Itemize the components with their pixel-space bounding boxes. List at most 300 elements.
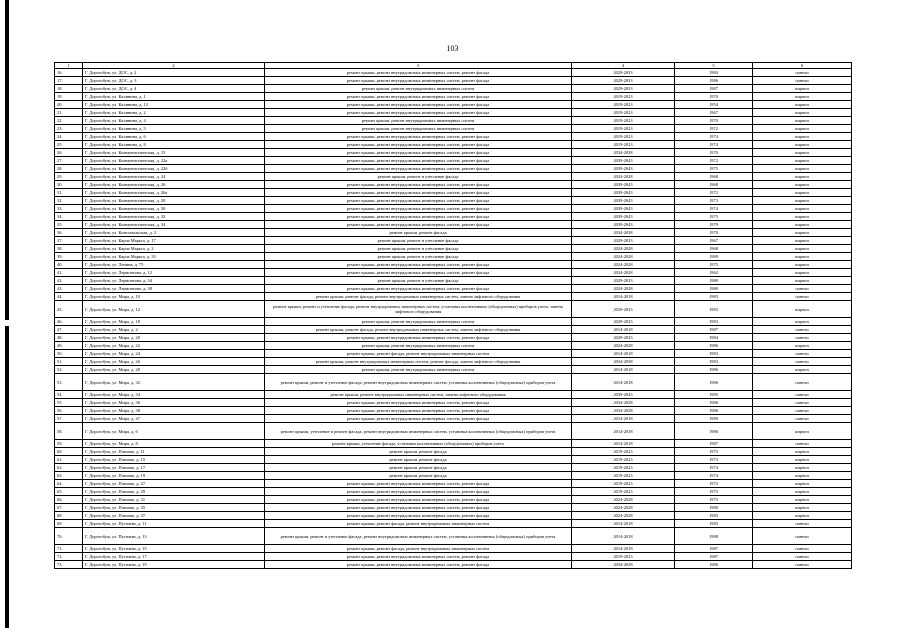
table-row bbox=[55, 326, 852, 334]
work-types-cell: ремонт крыши, ремонт внутридомовых инженерных систем, ремонт фасада bbox=[265, 189, 572, 197]
wall-material-cell: кирпич bbox=[753, 197, 852, 205]
column-header-6: 6 bbox=[753, 63, 852, 69]
repair-period-cell: 2039-2043 bbox=[572, 157, 675, 165]
table-row bbox=[55, 334, 852, 342]
repair-period-cell: 2014-2018 bbox=[572, 520, 675, 528]
repair-period-cell: 2029-2033 bbox=[572, 334, 675, 342]
work-types-cell: ремонт крыши, ремонт внутридомовых инженерных систем, ремонт фасада bbox=[265, 496, 572, 504]
wall-material-cell: кирпич bbox=[753, 245, 852, 253]
wall-material-cell: кирпич bbox=[753, 480, 852, 488]
work-types-cell: ремонт крыши, ремонт внутридомовых инженерных систем, ремонт фасада bbox=[265, 407, 572, 415]
work-types-cell: ремонт крыши, ремонт внутридомовых инженерных систем, ремонт фасада bbox=[265, 205, 572, 213]
address-cell: Г. Дорогобуж, ул. Мира, д. 6 bbox=[83, 423, 265, 440]
table-row bbox=[55, 464, 852, 472]
work-types-cell: ремонт крыши, ремонт фасада, ремонт внутридомовых инженерных систем bbox=[265, 350, 572, 358]
address-cell: Г. Дорогобуж, ул. Калинина, д. 8 bbox=[83, 141, 265, 149]
work-types-cell: ремонт крыши, ремонт внутридомовых инженерных систем, ремонт фасада bbox=[265, 77, 572, 85]
wall-material-cell: кирпич bbox=[753, 117, 852, 125]
build-year-cell: 1986 bbox=[675, 407, 753, 415]
wall-material-cell: панели bbox=[753, 528, 852, 545]
wall-material-cell: панели bbox=[753, 520, 852, 528]
build-year-cell: 1970 bbox=[675, 229, 753, 237]
table-row bbox=[55, 77, 852, 85]
table-row bbox=[55, 342, 852, 350]
address-cell: Г. Дорогобуж, ул. Павлова, д. 15 bbox=[83, 456, 265, 464]
column-header-5: 5 bbox=[675, 63, 753, 69]
repair-period-cell: 2014-2018 bbox=[572, 293, 675, 301]
address-cell: Г. Дорогобуж, ул. Пугачева, д. 13 bbox=[83, 528, 265, 545]
repair-period-cell: 2034-2038 bbox=[572, 407, 675, 415]
address-cell: Г. Дорогобуж, ул. Калинина, д. 12 bbox=[83, 101, 265, 109]
table-row bbox=[55, 205, 852, 213]
work-types-cell: ремонт крыши, ремонт внутридомовых инженерных систем, ремонт фасада bbox=[265, 504, 572, 512]
build-year-cell: 1983 bbox=[675, 520, 753, 528]
repair-period-cell: 2024-2028 bbox=[572, 245, 675, 253]
build-year-cell: 1975 bbox=[675, 448, 753, 456]
repair-period-cell: 2029-2033 bbox=[572, 237, 675, 245]
row-number-cell: 31. bbox=[55, 189, 83, 197]
wall-material-cell: кирпич bbox=[753, 101, 852, 109]
build-year-cell: 1980 bbox=[675, 277, 753, 285]
wall-material-cell: панели bbox=[753, 77, 852, 85]
repair-period-cell: 2014-2018 bbox=[572, 366, 675, 374]
work-types-cell: ремонт крыши, утепление и ремонт фасада, ремонт внутридомовых инженерных систем, установка коллективных (общедомовых) приборов учета bbox=[265, 423, 572, 440]
repair-period-cell: 2029-2033 bbox=[572, 77, 675, 85]
wall-material-cell: кирпич bbox=[753, 133, 852, 141]
wall-material-cell: кирпич bbox=[753, 85, 852, 93]
table-row bbox=[55, 101, 852, 109]
build-year-cell: 1987 bbox=[675, 545, 753, 553]
row-number-cell: 66. bbox=[55, 496, 83, 504]
row-number-cell: 51. bbox=[55, 358, 83, 366]
address-cell: Г. Дорогобуж, ул. Комсомольская, д. 2 bbox=[83, 229, 265, 237]
wall-material-cell: кирпич bbox=[753, 423, 852, 440]
work-types-cell: ремонт крыши, ремонт и утепление фасада bbox=[265, 253, 572, 261]
table-row bbox=[55, 117, 852, 125]
table-row bbox=[55, 109, 852, 117]
address-cell: Г. Дорогобуж, ул. Мира, д. 10 bbox=[83, 293, 265, 301]
binding-hole-mark bbox=[5, 320, 9, 326]
build-year-cell: 1986 bbox=[675, 423, 753, 440]
build-year-cell: 1968 bbox=[675, 181, 753, 189]
build-year-cell: 1985 bbox=[675, 391, 753, 399]
table-row bbox=[55, 173, 852, 181]
row-number-cell: 34. bbox=[55, 213, 83, 221]
row-number-cell: 16. bbox=[55, 69, 83, 77]
build-year-cell: 1986 bbox=[675, 366, 753, 374]
wall-material-cell: панели bbox=[753, 358, 852, 366]
wall-material-cell: панели bbox=[753, 334, 852, 342]
wall-material-cell: панели bbox=[753, 326, 852, 334]
repair-period-cell: 2034-2038 bbox=[572, 229, 675, 237]
work-types-cell: ремонт крыши, ремонт внутридомовых инженерных систем, ремонт фасада bbox=[265, 561, 572, 569]
wall-material-cell: панели bbox=[753, 374, 852, 391]
build-year-cell: 1983 bbox=[675, 358, 753, 366]
work-types-cell: ремонт крыши, ремонт внутридомовых инженерных систем bbox=[265, 342, 572, 350]
repair-period-cell: 2014-2018 bbox=[572, 374, 675, 391]
build-year-cell: 1983 bbox=[675, 350, 753, 358]
address-cell: Г. Дорогобуж, ул. Мира, д. 47 bbox=[83, 415, 265, 423]
table-row bbox=[55, 399, 852, 407]
repair-period-cell: 2039-2043 bbox=[572, 197, 675, 205]
table-row bbox=[55, 561, 852, 569]
row-number-cell: 23. bbox=[55, 125, 83, 133]
table-body bbox=[55, 69, 852, 569]
build-year-cell: 1972 bbox=[675, 480, 753, 488]
work-types-cell: ремонт крыши, ремонт внутридомовых инженерных систем, ремонт фасада bbox=[265, 69, 572, 77]
work-types-cell: ремонт крыши, ремонт фасада bbox=[265, 464, 572, 472]
repair-period-cell: 2019-2023 bbox=[572, 93, 675, 101]
work-types-cell: ремонт крыши, ремонт внутридомовых инженерных систем, ремонт фасада bbox=[265, 101, 572, 109]
wall-material-cell: кирпич bbox=[753, 448, 852, 456]
row-number-cell: 36. bbox=[55, 229, 83, 237]
work-types-cell: ремонт крыши, ремонт и утепление фасада bbox=[265, 173, 572, 181]
table-row bbox=[55, 269, 852, 277]
table-row bbox=[55, 456, 852, 464]
row-number-cell: 18. bbox=[55, 85, 83, 93]
address-cell: Г. Дорогобуж, ул. ДОС, д. 2 bbox=[83, 69, 265, 77]
work-types-cell: ремонт крыши, ремонт внутридомовых инженерных систем, ремонт фасада bbox=[265, 399, 572, 407]
address-cell: Г. Дорогобуж, ул. Лермонтова, д. 12 bbox=[83, 269, 265, 277]
row-number-cell: 55. bbox=[55, 399, 83, 407]
work-types-cell: ремонт крыши, ремонт и утепление фасада, ремонт внутридомовых инженерных систем, установка коллективных (общедомовых) приборов учета bbox=[265, 374, 572, 391]
table-row bbox=[55, 293, 852, 301]
build-year-cell: 1984 bbox=[675, 334, 753, 342]
build-year-cell: 1989 bbox=[675, 415, 753, 423]
build-year-cell: 1980 bbox=[675, 285, 753, 293]
wall-material-cell: кирпич bbox=[753, 342, 852, 350]
build-year-cell: 1987 bbox=[675, 553, 753, 561]
repair-period-cell: 2019-2023 bbox=[572, 480, 675, 488]
table-row bbox=[55, 496, 852, 504]
address-cell: Г. Дорогобуж, ул. Калинина, д. 1 bbox=[83, 93, 265, 101]
wall-material-cell: кирпич bbox=[753, 261, 852, 269]
row-number-cell: 49. bbox=[55, 342, 83, 350]
work-types-cell: ремонт крыши, ремонт внутридомовых инженерных систем, ремонт фасада bbox=[265, 269, 572, 277]
row-number-cell: 42. bbox=[55, 277, 83, 285]
build-year-cell: 1970 bbox=[675, 117, 753, 125]
address-cell: Г. Дорогобуж, ул. Мира, д. 20 bbox=[83, 334, 265, 342]
repair-period-cell: 2019-2023 bbox=[572, 448, 675, 456]
work-types-cell: ремонт крыши, ремонт внутридомовых инженерных систем bbox=[265, 117, 572, 125]
repair-period-cell: 2039-2043 bbox=[572, 165, 675, 173]
wall-material-cell: кирпич bbox=[753, 318, 852, 326]
build-year-cell: 1972 bbox=[675, 157, 753, 165]
table-row bbox=[55, 448, 852, 456]
address-cell: Г. Дорогобуж, ул. Мира, д. 2 bbox=[83, 326, 265, 334]
repair-period-cell: 2014-2018 bbox=[572, 326, 675, 334]
build-year-cell: 1984 bbox=[675, 69, 753, 77]
row-number-cell: 25. bbox=[55, 141, 83, 149]
wall-material-cell: кирпич bbox=[753, 109, 852, 117]
row-number-cell: 40. bbox=[55, 261, 83, 269]
row-number-cell: 24. bbox=[55, 133, 83, 141]
housing-repair-table bbox=[54, 62, 852, 569]
wall-material-cell: панели bbox=[753, 561, 852, 569]
wall-material-cell: кирпич bbox=[753, 221, 852, 229]
wall-material-cell: кирпич bbox=[753, 165, 852, 173]
build-year-cell: 1980 bbox=[675, 253, 753, 261]
table-row bbox=[55, 165, 852, 173]
row-number-cell: 70. bbox=[55, 528, 83, 545]
address-cell: Г. Дорогобуж, ул. Мира, д. 26 bbox=[83, 358, 265, 366]
table-row bbox=[55, 545, 852, 553]
repair-period-cell: 2024-2028 bbox=[572, 253, 675, 261]
work-types-cell: ремонт крыши, ремонт фасада, ремонт внутридомовых инженерных систем, замена лифтового оборудования bbox=[265, 293, 572, 301]
repair-period-cell: 2039-2043 bbox=[572, 213, 675, 221]
address-cell: Г. Дорогобуж, ул. Мира, д. 36 bbox=[83, 399, 265, 407]
work-types-cell: ремонт крыши, ремонт фасада bbox=[265, 472, 572, 480]
build-year-cell: 1986 bbox=[675, 342, 753, 350]
wall-material-cell: панели bbox=[753, 391, 852, 399]
wall-material-cell: кирпич bbox=[753, 496, 852, 504]
repair-period-cell: 2029-2033 bbox=[572, 301, 675, 318]
repair-period-cell: 2039-2043 bbox=[572, 181, 675, 189]
work-types-cell: ремонт крыши, ремонт внутридомовых инженерных систем, ремонт фасада bbox=[265, 197, 572, 205]
table-row bbox=[55, 149, 852, 157]
wall-material-cell: кирпич bbox=[753, 149, 852, 157]
address-cell: Г. Дорогобуж, ул. Лермонтова, д. 34 bbox=[83, 277, 265, 285]
table-row bbox=[55, 253, 852, 261]
address-cell: Г. Дорогобуж, ул. Карла Маркса, д. 17 bbox=[83, 237, 265, 245]
wall-material-cell: кирпич bbox=[753, 181, 852, 189]
row-number-cell: 50. bbox=[55, 350, 83, 358]
build-year-cell: 1970 bbox=[675, 149, 753, 157]
repair-period-cell: 2019-2023 bbox=[572, 133, 675, 141]
repair-period-cell: 2019-2023 bbox=[572, 553, 675, 561]
repair-period-cell: 2019-2023 bbox=[572, 125, 675, 133]
repair-period-cell: 2029-2033 bbox=[572, 277, 675, 285]
table-row bbox=[55, 261, 852, 269]
wall-material-cell: кирпич bbox=[753, 456, 852, 464]
build-year-cell: 1973 bbox=[675, 456, 753, 464]
wall-material-cell: кирпич bbox=[753, 205, 852, 213]
address-cell: Г. Дорогобуж, ул. Пугачева, д. 15 bbox=[83, 545, 265, 553]
work-types-cell: ремонт крыши, ремонт внутридомовых инженерных систем, ремонт фасада bbox=[265, 334, 572, 342]
repair-period-cell: 2029-2033 bbox=[572, 318, 675, 326]
wall-material-cell: кирпич bbox=[753, 157, 852, 165]
table-row bbox=[55, 358, 852, 366]
table-row bbox=[55, 366, 852, 374]
work-types-cell: ремонт крыши, ремонт внутридомовых инженерных систем bbox=[265, 85, 572, 93]
wall-material-cell: кирпич bbox=[753, 253, 852, 261]
build-year-cell: 1983 bbox=[675, 293, 753, 301]
work-types-cell: ремонт крыши, ремонт и утепление фасада bbox=[265, 245, 572, 253]
build-year-cell: 1972 bbox=[675, 189, 753, 197]
address-cell: Г. Дорогобуж, ул. Павлова, д. 27 bbox=[83, 480, 265, 488]
repair-period-cell: 2019-2023 bbox=[572, 456, 675, 464]
build-year-cell: 1962 bbox=[675, 269, 753, 277]
repair-period-cell: 2019-2023 bbox=[572, 464, 675, 472]
address-cell: Г. Дорогобуж, ул. Коммунистическая, д. 30 bbox=[83, 205, 265, 213]
wall-material-cell: кирпич bbox=[753, 464, 852, 472]
repair-period-cell: 2024-2028 bbox=[572, 496, 675, 504]
row-number-cell: 46. bbox=[55, 318, 83, 326]
row-number-cell: 63. bbox=[55, 472, 83, 480]
work-types-cell: ремонт крыши, ремонт внутридомовых инженерных систем, ремонт фасада bbox=[265, 181, 572, 189]
table-row bbox=[55, 213, 852, 221]
row-number-cell: 30. bbox=[55, 181, 83, 189]
work-types-cell: ремонт крыши, ремонт внутридомовых инженерных систем, ремонт фасада bbox=[265, 285, 572, 293]
table-row bbox=[55, 181, 852, 189]
repair-period-cell: 2034-2038 bbox=[572, 399, 675, 407]
address-cell: Г. Дорогобуж, ул. Мира, д. 38 bbox=[83, 407, 265, 415]
build-year-cell: 1974 bbox=[675, 472, 753, 480]
row-number-cell: 38. bbox=[55, 245, 83, 253]
row-number-cell: 39. bbox=[55, 253, 83, 261]
work-types-cell: ремонт крыши, ремонт фасада bbox=[265, 456, 572, 464]
address-cell: Г. Дорогобуж, ул. Мира, д. 34 bbox=[83, 391, 265, 399]
row-number-cell: 20. bbox=[55, 101, 83, 109]
repair-period-cell: 2029-2033 bbox=[572, 69, 675, 77]
work-types-cell: ремонт крыши, ремонт внутридомовых инженерных систем, ремонт фасада bbox=[265, 149, 572, 157]
address-cell: Г. Дорогобуж, ул. Мира, д. 18 bbox=[83, 318, 265, 326]
table-row bbox=[55, 301, 852, 318]
work-types-cell: ремонт крыши, ремонт внутридомовых инженерных систем, ремонт фасада bbox=[265, 93, 572, 101]
work-types-cell: ремонт крыши, ремонт внутридомовых инженерных систем, ремонт фасада bbox=[265, 109, 572, 117]
build-year-cell: 1975 bbox=[675, 213, 753, 221]
address-cell: Г. Дорогобуж, ул. Пугачева, д. 19 bbox=[83, 561, 265, 569]
wall-material-cell: панели bbox=[753, 69, 852, 77]
work-types-cell: ремонт крыши, ремонт внутридомовых инженерных систем, ремонт фасада bbox=[265, 213, 572, 221]
address-cell: Г. Дорогобуж, ул. Калинина, д. 6 bbox=[83, 133, 265, 141]
address-cell: Г. Дорогобуж, ул. Павлова, д. 17 bbox=[83, 464, 265, 472]
address-cell: Г. Дорогобуж, ул. ДОС, д. 3 bbox=[83, 77, 265, 85]
row-number-cell: 69. bbox=[55, 520, 83, 528]
table-row bbox=[55, 189, 852, 197]
work-types-cell: ремонт крыши, ремонт и утепление фасада, ремонт внутридомовых инженерных систем, установка коллективных (общедомовых) приборов учета, замена лифтового оборудования bbox=[265, 301, 572, 318]
address-cell: Г. Дорогобуж, ул. Калинина, д. 4 bbox=[83, 117, 265, 125]
table-row bbox=[55, 415, 852, 423]
row-number-cell: 67. bbox=[55, 504, 83, 512]
row-number-cell: 72. bbox=[55, 553, 83, 561]
row-number-cell: 57. bbox=[55, 415, 83, 423]
table-row bbox=[55, 133, 852, 141]
address-cell: Г. Дорогобуж, ул. Калинина, д. 5 bbox=[83, 125, 265, 133]
repair-period-cell: 2019-2023 bbox=[572, 101, 675, 109]
build-year-cell: 1987 bbox=[675, 440, 753, 448]
page-number: 103 bbox=[446, 44, 459, 53]
address-cell: Г. Дорогобуж, ул. Павлова, д. 19 bbox=[83, 472, 265, 480]
table-row bbox=[55, 520, 852, 528]
table-row bbox=[55, 407, 852, 415]
address-cell: Г. Дорогобуж, ул. ДОС, д. 4 bbox=[83, 85, 265, 93]
row-number-cell: 61. bbox=[55, 456, 83, 464]
repair-period-cell: 2024-2028 bbox=[572, 504, 675, 512]
row-number-cell: 65. bbox=[55, 488, 83, 496]
wall-material-cell: панели bbox=[753, 407, 852, 415]
row-number-cell: 33. bbox=[55, 205, 83, 213]
column-header-2: 2 bbox=[83, 63, 265, 69]
build-year-cell: 1988 bbox=[675, 528, 753, 545]
work-types-cell: ремонт крыши, ремонт внутридомовых инженерных систем, ремонт фасада bbox=[265, 157, 572, 165]
build-year-cell: 1975 bbox=[675, 261, 753, 269]
wall-material-cell: кирпич bbox=[753, 472, 852, 480]
build-year-cell: 1983 bbox=[675, 301, 753, 318]
row-number-cell: 35. bbox=[55, 221, 83, 229]
repair-period-cell: 2039-2043 bbox=[572, 221, 675, 229]
repair-period-cell: 2034-2038 bbox=[572, 149, 675, 157]
work-types-cell: ремонт крыши, ремонт внутридомовых инженерных систем, ремонт фасада bbox=[265, 261, 572, 269]
repair-period-cell: 2034-2038 bbox=[572, 561, 675, 569]
address-cell: Г. Дорогобуж, ул. Павлова, д. 29 bbox=[83, 488, 265, 496]
work-types-cell: ремонт крыши, ремонт внутридомовых инженерных систем, ремонт фасада bbox=[265, 141, 572, 149]
work-types-cell: ремонт крыши, ремонт внутридомовых инженерных систем bbox=[265, 318, 572, 326]
table-row bbox=[55, 237, 852, 245]
address-cell: Г. Дорогобуж, ул. Мира, д. 8 bbox=[83, 440, 265, 448]
column-header-4: 4 bbox=[572, 63, 675, 69]
row-number-cell: 29. bbox=[55, 173, 83, 181]
build-year-cell: 1967 bbox=[675, 237, 753, 245]
address-cell: Г. Дорогобуж, ул. Коммунистическая, д. 28 bbox=[83, 197, 265, 205]
address-cell: Г. Дорогобуж, ул. Мира, д. 32 bbox=[83, 374, 265, 391]
repair-period-cell: 2029-2033 bbox=[572, 85, 675, 93]
address-cell: Г. Дорогобуж, ул. Лермонтова, д. 38 bbox=[83, 285, 265, 293]
table-row bbox=[55, 93, 852, 101]
repair-period-cell: 2019-2023 bbox=[572, 141, 675, 149]
table-row bbox=[55, 125, 852, 133]
table-row bbox=[55, 221, 852, 229]
table-row bbox=[55, 69, 852, 77]
wall-material-cell: панели bbox=[753, 350, 852, 358]
repair-period-cell: 2039-2043 bbox=[572, 391, 675, 399]
work-types-cell: ремонт крыши, утепление фасада, установка коллективных (общедомовых) приборов учета bbox=[265, 440, 572, 448]
address-cell: Г. Дорогобуж, ул. Карла Маркса, д. 33 bbox=[83, 253, 265, 261]
address-cell: Г. Дорогобуж, ул. Мира, д. 12 bbox=[83, 301, 265, 318]
build-year-cell: 1986 bbox=[675, 374, 753, 391]
repair-period-cell: 2024-2028 bbox=[572, 512, 675, 520]
work-types-cell: ремонт крыши, ремонт фасада, ремонт внутридомовых инженерных систем, замена лифтового оборудования bbox=[265, 326, 572, 334]
wall-material-cell: кирпич bbox=[753, 504, 852, 512]
repair-period-cell: 2014-2018 bbox=[572, 415, 675, 423]
work-types-cell: ремонт крыши, ремонт и утепление фасада bbox=[265, 277, 572, 285]
build-year-cell: 1975 bbox=[675, 165, 753, 173]
repair-period-cell: 2024-2028 bbox=[572, 261, 675, 269]
address-cell: Г. Дорогобуж, ул. Коммунистическая, д. 22б bbox=[83, 165, 265, 173]
row-number-cell: 64. bbox=[55, 480, 83, 488]
row-number-cell: 54. bbox=[55, 391, 83, 399]
address-cell: Г. Дорогобуж, ул. Павлова, д. 35 bbox=[83, 504, 265, 512]
wall-material-cell: панели bbox=[753, 415, 852, 423]
work-types-cell: ремонт крыши, ремонт внутридомовых инженерных систем bbox=[265, 125, 572, 133]
work-types-cell: ремонт крыши, ремонт внутридомовых инженерных систем, ремонт фасада bbox=[265, 133, 572, 141]
wall-material-cell: кирпич bbox=[753, 512, 852, 520]
address-cell: Г. Дорогобуж, ул. Павлова, д. 31 bbox=[83, 496, 265, 504]
build-year-cell: 1974 bbox=[675, 464, 753, 472]
build-year-cell: 1975 bbox=[675, 496, 753, 504]
row-number-cell: 53. bbox=[55, 374, 83, 391]
table-row bbox=[55, 423, 852, 440]
address-cell: Г. Дорогобуж, ул. Карла Маркса, д. 2 bbox=[83, 245, 265, 253]
column-header-3: 3 bbox=[265, 63, 572, 69]
address-cell: Г. Дорогобуж, ул. Коммунистическая, д. 22а bbox=[83, 157, 265, 165]
work-types-cell: ремонт крыши, ремонт фасада, ремонт внутридомовых инженерных систем bbox=[265, 545, 572, 553]
row-number-cell: 21. bbox=[55, 109, 83, 117]
address-cell: Г. Дорогобуж, ул. Мира, д. 22 bbox=[83, 342, 265, 350]
build-year-cell: 1974 bbox=[675, 133, 753, 141]
wall-material-cell: панели bbox=[753, 553, 852, 561]
work-types-cell: ремонт крыши, ремонт и утепление фасада, ремонт внутридомовых инженерных систем, установка коллективных (общедомовых) приборов учета bbox=[265, 528, 572, 545]
table-row bbox=[55, 229, 852, 237]
row-number-cell: 41. bbox=[55, 269, 83, 277]
wall-material-cell: кирпич bbox=[753, 237, 852, 245]
work-types-cell: ремонт крыши, ремонт внутридомовых инженерных систем, замена лифтового оборудования bbox=[265, 391, 572, 399]
row-number-cell: 37. bbox=[55, 237, 83, 245]
repair-period-cell: 2014-2018 bbox=[572, 545, 675, 553]
build-year-cell: 1973 bbox=[675, 197, 753, 205]
work-types-cell: ремонт крыши, ремонт внутридомовых инженерных систем, ремонт фасада bbox=[265, 221, 572, 229]
wall-material-cell: панели bbox=[753, 285, 852, 293]
